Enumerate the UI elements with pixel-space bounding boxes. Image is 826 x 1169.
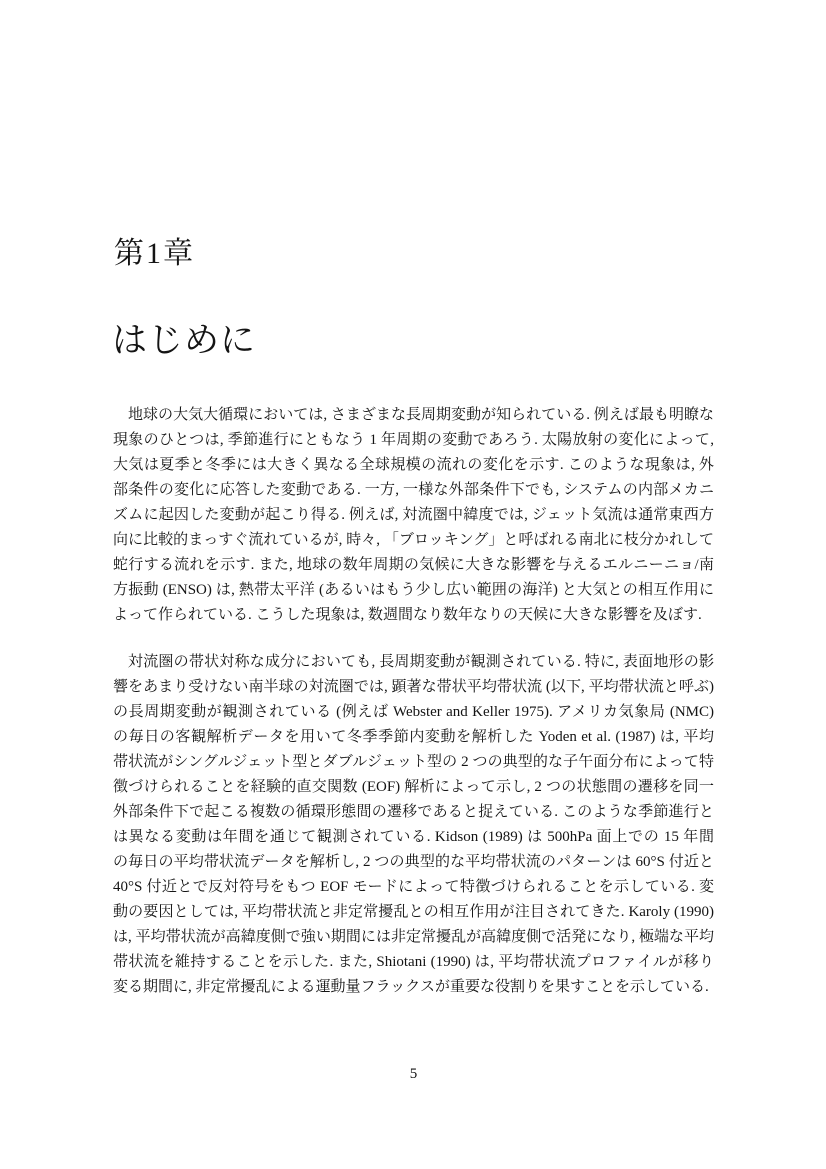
body-text-line: よって作られている. こうした現象は, 数週間なり数年なりの天候に大きな影響を及ぼす. bbox=[113, 607, 702, 623]
body-text-line: 帯状流を維持することを示した. また, Shiotani (1990) は, 平均帯状流プロファイルが移り bbox=[113, 954, 714, 970]
body-text-line: 動の要因としては, 平均帯状流と非定常擾乱との相互作用が注目されてきた. Karoly (1990) bbox=[113, 904, 714, 920]
body-text-line: 向に比較的まっすぐ流れているが, 時々, 「ブロッキング」と呼ばれる南北に枝分かれして bbox=[113, 532, 714, 548]
body-text-line: は異なる変動は年間を通じて観測されている. Kidson (1989) は 500hPa 面上での 15 年間 bbox=[113, 829, 714, 845]
body-text-line: の長周期変動が観測されている (例えば Webster and Keller 1975). アメリカ気象局 (NMC) bbox=[113, 704, 714, 720]
body-text-line: 蛇行する流れを示す. また, 地球の数年周期の気候に大きな影響を与えるエルニーニョ/南 bbox=[113, 557, 714, 573]
body-text-line: は, 平均帯状流が高緯度側で強い期間には非定常擾乱が高緯度側で活発になり, 極端な平均 bbox=[113, 929, 714, 945]
chapter-title-heading: はじめに bbox=[112, 321, 257, 360]
body-text-line: 徴づけられることを経験的直交関数 (EOF) 解析によって示し, 2 つの状態間の遷移を同一 bbox=[113, 779, 714, 795]
body-text-line: 変る期間に, 非定常擾乱による運動量フラックスが重要な役割りを果すことを示している. bbox=[113, 979, 709, 995]
body-text-line: 地球の大気大循環においては, さまざまな長周期変動が知られている. 例えば最も明瞭な bbox=[128, 407, 714, 423]
body-text-line: 響をあまり受けない南半球の対流圏では, 顕著な帯状平均帯状流 (以下, 平均帯状流と呼ぶ) bbox=[113, 679, 714, 695]
body-text-line: 現象のひとつは, 季節進行にともなう 1 年周期の変動であろう. 太陽放射の変化によって, bbox=[113, 432, 714, 448]
body-text-line: 対流圏の帯状対称な成分においても, 長周期変動が観測されている. 特に, 表面地形の影 bbox=[128, 654, 714, 670]
body-text-line: ズムに起因した変動が起こり得る. 例えば, 対流圏中緯度では, ジェット気流は通常東西方 bbox=[113, 507, 714, 523]
body-text-line: 部条件の変化に応答した変動である. 一方, 一様な外部条件下でも, システムの内部メカニ bbox=[113, 482, 714, 498]
chapter-number-heading: 第1章 bbox=[114, 237, 195, 270]
body-text-line: 外部条件下で起こる複数の循環形態間の遷移であると捉えている. このような季節進行と bbox=[113, 804, 714, 820]
body-text-line: 帯状流がシングルジェット型とダブルジェット型の 2 つの典型的な子午面分布によって特 bbox=[113, 754, 714, 770]
body-text-line: 大気は夏季と冬季には大きく異なる全球規模の流れの変化を示す. このような現象は, 外 bbox=[113, 457, 714, 473]
body-text-line: の毎日の客観解析データを用いて冬季季節内変動を解析した Yoden et al. (1987) は, 平均 bbox=[113, 729, 714, 745]
paragraph-2 bbox=[113, 650, 714, 1000]
body-text-line: 40°S 付近とで反対符号をもつ EOF モードによって特徴づけられることを示している. 変 bbox=[113, 879, 714, 895]
body-text-line: 方振動 (ENSO) は, 熱帯太平洋 (あるいはもう少し広い範囲の海洋) と大気との相互作用に bbox=[113, 582, 714, 598]
paragraph-1 bbox=[113, 403, 714, 628]
page-number: 5 bbox=[409, 1066, 418, 1082]
body-text-line: の毎日の平均帯状流データを解析し, 2 つの典型的な平均帯状流のパターンは 60°S 付近と bbox=[113, 854, 714, 870]
